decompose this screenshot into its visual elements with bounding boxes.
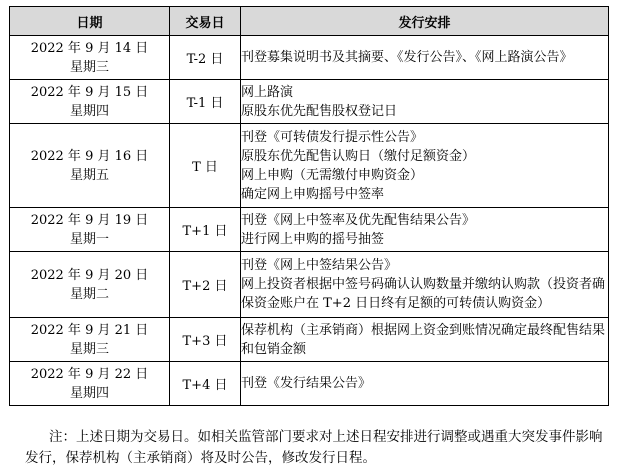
table-row bbox=[10, 362, 609, 406]
arrangement-cell bbox=[241, 318, 609, 362]
weekday-text: 星期三 bbox=[69, 341, 109, 357]
date-cell bbox=[10, 252, 170, 318]
arrangement-line: 网上申购（无需缴付申购资金） bbox=[241, 167, 424, 183]
trading-day-cell: T-2 日 bbox=[170, 36, 241, 80]
arrangement-cell bbox=[241, 362, 609, 406]
weekday-text: 星期五 bbox=[69, 167, 109, 183]
arrangement-cell bbox=[241, 80, 609, 124]
date-text: 2022 年 9 月 19 日 bbox=[30, 212, 149, 228]
schedule-footnote: 注：上述日期为交易日。如相关监管部门要求对上述日程安排进行调整或遇重大突发事件影响发行，保荐机构（主承销商）将及时公告，修改发行日程。 bbox=[25, 429, 603, 466]
date-text: 2022 年 9 月 21 日 bbox=[30, 322, 149, 338]
trading-day-cell: T+3 日 bbox=[170, 318, 241, 362]
arrangement-line: 保荐机构（主承销商）根据网上资金到账情况确定最终配售结果和包销金额 bbox=[241, 322, 606, 357]
trading-day-cell: T+1 日 bbox=[170, 208, 241, 252]
header-trading-day: 交易日 bbox=[170, 7, 241, 36]
arrangement-line: 刊登募集说明书及其摘要、《发行公告》、《网上路演公告》 bbox=[241, 50, 573, 65]
arrangement-line: 进行网上申购的摇号抽签 bbox=[241, 231, 385, 247]
arrangement-line: 网上投资者根据中签号码确认认购数量并缴纳认购款（投资者确保资金账户在 T+2 日日终有足额的可转债认购资金） bbox=[241, 277, 606, 311]
arrangement-cell bbox=[241, 208, 609, 252]
arrangement-line: 确定网上申购摇号中签率 bbox=[241, 186, 385, 202]
weekday-text: 星期四 bbox=[69, 103, 109, 119]
header-date: 日期 bbox=[10, 7, 170, 36]
arrangement-line: 原股东优先配售股权登记日 bbox=[241, 103, 398, 119]
table-row bbox=[10, 124, 609, 208]
date-text: 2022 年 9 月 20 日 bbox=[30, 267, 149, 283]
table-row bbox=[10, 252, 609, 318]
trading-day-cell: T 日 bbox=[170, 124, 241, 208]
table-row bbox=[10, 208, 609, 252]
arrangement-cell bbox=[241, 36, 609, 80]
weekday-text: 星期四 bbox=[69, 385, 109, 401]
date-cell bbox=[10, 124, 170, 208]
header-arrangement: 发行安排 bbox=[241, 7, 609, 36]
arrangement-line: 刊登《网上中签率及优先配售结果公告》 bbox=[241, 212, 476, 228]
trading-day-cell: T+2 日 bbox=[170, 252, 241, 318]
weekday-text: 星期三 bbox=[69, 59, 109, 75]
arrangement-line: 刊登《网上中签结果公告》 bbox=[241, 258, 398, 273]
weekday-text: 星期一 bbox=[69, 231, 109, 247]
arrangement-cell bbox=[241, 124, 609, 208]
issuance-schedule-table bbox=[9, 6, 609, 406]
date-cell bbox=[10, 80, 170, 124]
arrangement-line: 网上路演 bbox=[241, 84, 294, 100]
date-cell bbox=[10, 318, 170, 362]
date-cell bbox=[10, 362, 170, 406]
date-text: 2022 年 9 月 16 日 bbox=[30, 148, 149, 164]
date-text: 2022 年 9 月 14 日 bbox=[30, 40, 149, 56]
arrangement-cell bbox=[241, 252, 609, 318]
arrangement-line: 原股东优先配售认购日（缴付足额资金） bbox=[241, 148, 476, 164]
date-text: 2022 年 9 月 15 日 bbox=[30, 84, 149, 100]
weekday-text: 星期二 bbox=[69, 286, 109, 302]
table-row bbox=[10, 36, 609, 80]
date-text: 2022 年 9 月 22 日 bbox=[30, 366, 149, 382]
trading-day-cell: T+4 日 bbox=[170, 362, 241, 406]
table-header-row bbox=[10, 7, 609, 36]
table-row bbox=[10, 80, 609, 124]
date-cell bbox=[10, 36, 170, 80]
date-cell bbox=[10, 208, 170, 252]
arrangement-line: 刊登《可转债发行提示性公告》 bbox=[241, 129, 424, 145]
arrangement-line: 刊登《发行结果公告》 bbox=[241, 376, 372, 391]
trading-day-cell: T-1 日 bbox=[170, 80, 241, 124]
table-row bbox=[10, 318, 609, 362]
